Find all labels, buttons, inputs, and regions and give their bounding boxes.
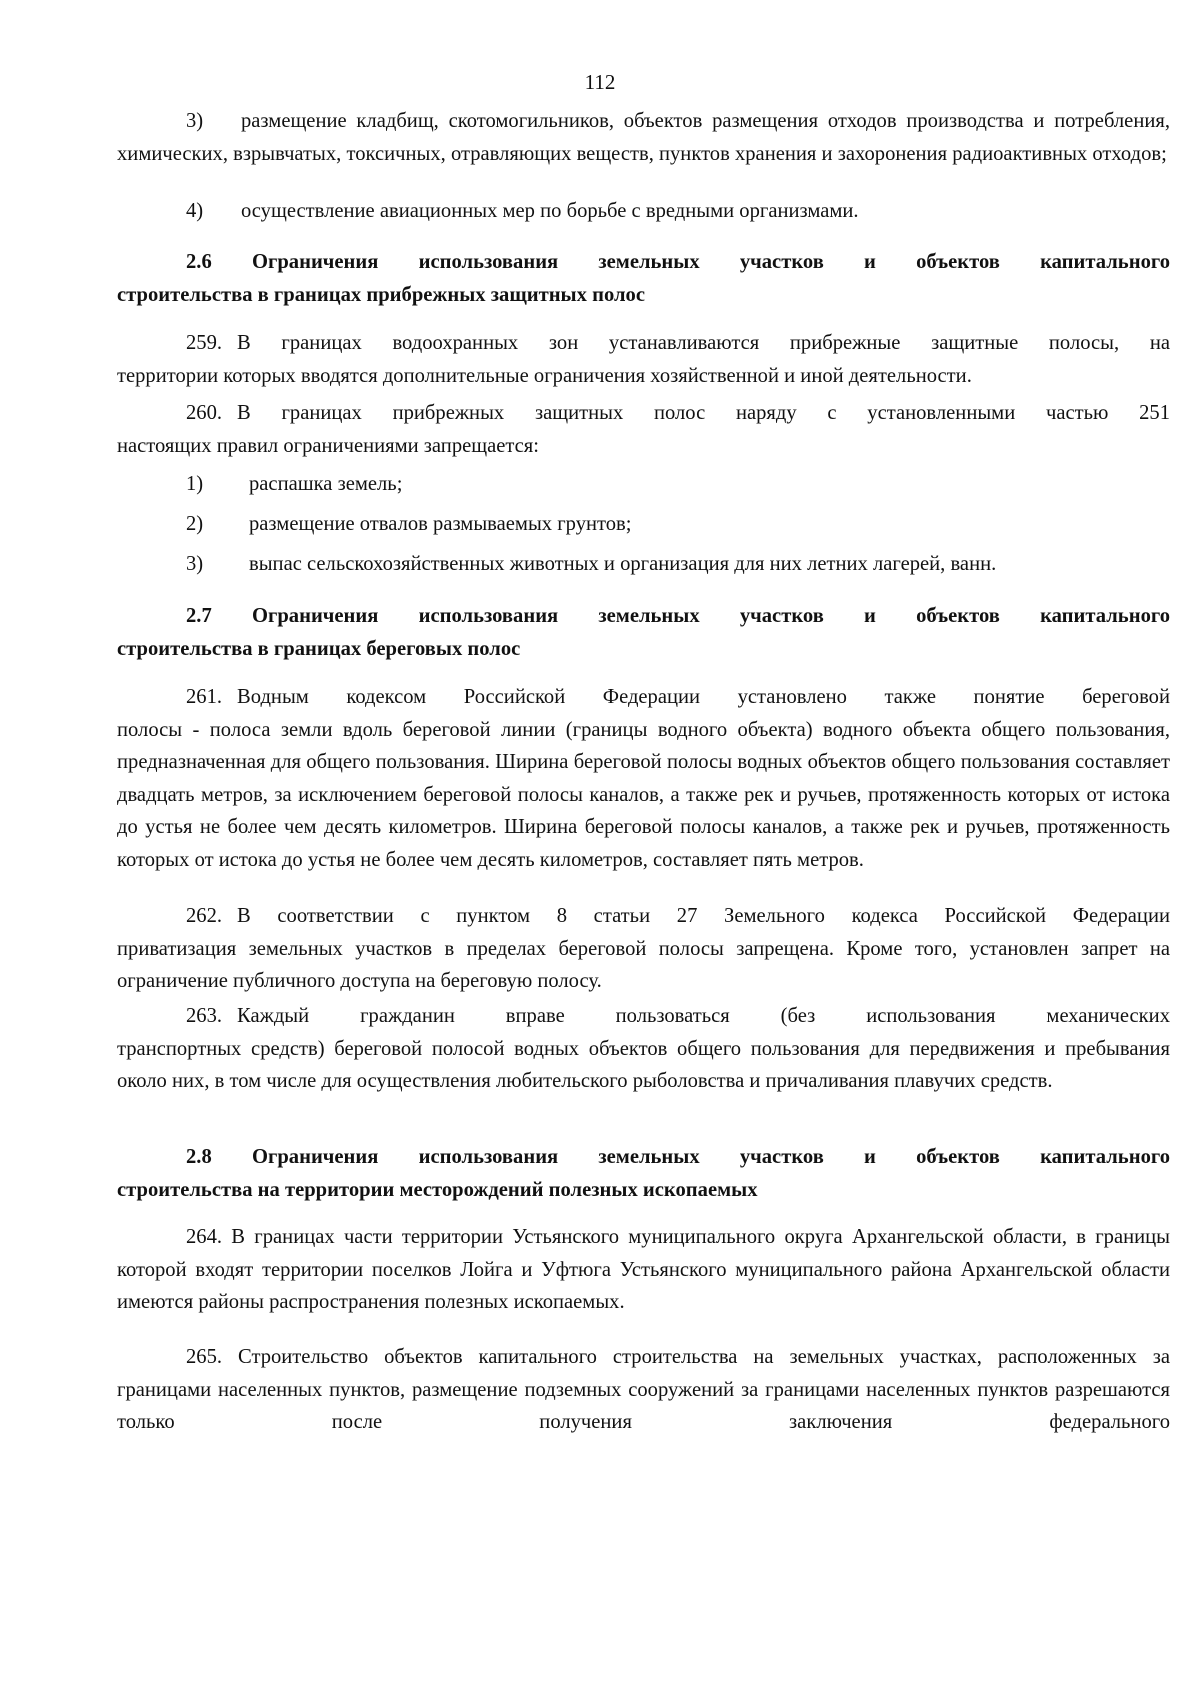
paragraph-number: 262. [186, 905, 223, 927]
section-title-line2: строительства в границах прибрежных защитных полос [117, 283, 645, 306]
section-number: 2.6 [186, 251, 212, 273]
section-title-line2: строительства в границах береговых полос [117, 637, 521, 660]
paragraph-number: 260. [186, 402, 223, 424]
paragraph-first-line: В границах водоохранных зон устанавливаются прибрежные защитные полосы, на [237, 332, 1170, 354]
paragraph-text: полосы - полоса земли вдоль береговой линии (границы водного объекта) водного объекта общего пользования, предназначенная для общего пользования. Ширина береговой полосы водных объектов общего пользования составляет двадцать метров, за исключением береговой полосы каналов, а также рек и ручьев, протяженность которых от истока до устья не более чем десять километров. Ширина береговой полосы каналов, а также рек и ручьев, протяженность которых от истока до устья не более чем десять километров, составляет пять метров. [117, 718, 1170, 871]
paragraph-text: транспортных средств) береговой полосой водных объектов общего пользования для передвижения и пребывания около них, в том числе для осуществления любительского рыболовства и причаливания плавучих средств. [117, 1037, 1170, 1092]
list-item-text: осуществление авиационных мер по борьбе с вредными организмами. [241, 200, 859, 222]
paragraph-first-line: Каждый гражданин вправе пользоваться (без использования механических [237, 1005, 1170, 1027]
section-title-line1: Ограничения использования земельных участков и объектов капитального [251, 251, 1170, 273]
paragraph-263 [117, 1000, 1170, 1098]
paragraph-text: приватизация земельных участков в пределах береговой полосы запрещена. Кроме того, установлен запрет на ограничение публичного доступа на береговую полосу. [117, 937, 1170, 992]
list-item-text: выпас сельскохозяйственных животных и организация для них летних лагерей, ванн. [249, 553, 997, 575]
list-item [117, 105, 1170, 170]
list-item-text: распашка земель; [249, 473, 403, 495]
list-item-number: 4) [186, 200, 204, 222]
section-number: 2.8 [186, 1146, 212, 1168]
list-item [117, 508, 1170, 541]
paragraph-262 [117, 900, 1170, 998]
section-heading [117, 246, 1170, 311]
section-number: 2.7 [186, 605, 212, 627]
paragraph-number: 263. [186, 1005, 223, 1027]
section-title-line1: Ограничения использования земельных участков и объектов капитального [251, 605, 1170, 627]
paragraph-text: 264. В границах части территории Устьянского муниципального округа Архангельской области, в границы которой входят территории поселков Лойга и Уфтюга Устьянского муниципального района Архангельской области имеются районы распространения полезных ископаемых. [117, 1226, 1170, 1313]
list-item-number: 3) [186, 553, 204, 575]
paragraph-number: 261. [186, 686, 223, 708]
paragraph-259 [117, 327, 1170, 392]
paragraph-265 [117, 1341, 1170, 1439]
list-item-number: 3) [186, 110, 204, 132]
paragraph-first-line: Водным кодексом Российской Федерации установлено также понятие береговой [237, 686, 1170, 708]
list-item-text: размещение отвалов размываемых грунтов; [249, 513, 632, 535]
paragraph-first-line: В границах прибрежных защитных полос наряду с установленными частью 251 [237, 402, 1170, 424]
list-item [117, 468, 1170, 501]
paragraph-text: территории которых вводятся дополнительные ограничения хозяйственной и иной деятельности. [117, 364, 972, 387]
paragraph-text: 265. Строительство объектов капитального строительства на земельных участках, расположенных за границами населенных пунктов, размещение подземных сооружений за границами населенных пунктов разрешаются только после получения заключения федерального [117, 1346, 1170, 1433]
section-heading [117, 1141, 1170, 1206]
paragraph-260 [117, 397, 1170, 462]
list-item [117, 195, 1170, 228]
paragraph-264 [117, 1221, 1170, 1319]
paragraph-261 [117, 681, 1170, 876]
section-title-line2: строительства на территории месторождений полезных ископаемых [117, 1178, 758, 1201]
paragraph-number: 259. [186, 332, 223, 354]
list-item [117, 548, 1170, 581]
section-heading [117, 600, 1170, 665]
section-title-line1: Ограничения использования земельных участков и объектов капитального [251, 1146, 1170, 1168]
list-item-number: 1) [186, 473, 204, 495]
paragraph-first-line: В соответствии с пунктом 8 статьи 27 Земельного кодекса Российской Федерации [237, 905, 1170, 927]
page-number: 112 [584, 70, 616, 94]
list-item-number: 2) [186, 513, 204, 535]
paragraph-text: настоящих правил ограничениями запрещается: [117, 434, 539, 457]
list-item-text: размещение кладбищ, скотомогильников, объектов размещения отходов производства и потребления, химических, взрывчатых, токсичных, отравляющих веществ, пунктов хранения и захоронения радиоактивных отходов; [117, 110, 1170, 165]
